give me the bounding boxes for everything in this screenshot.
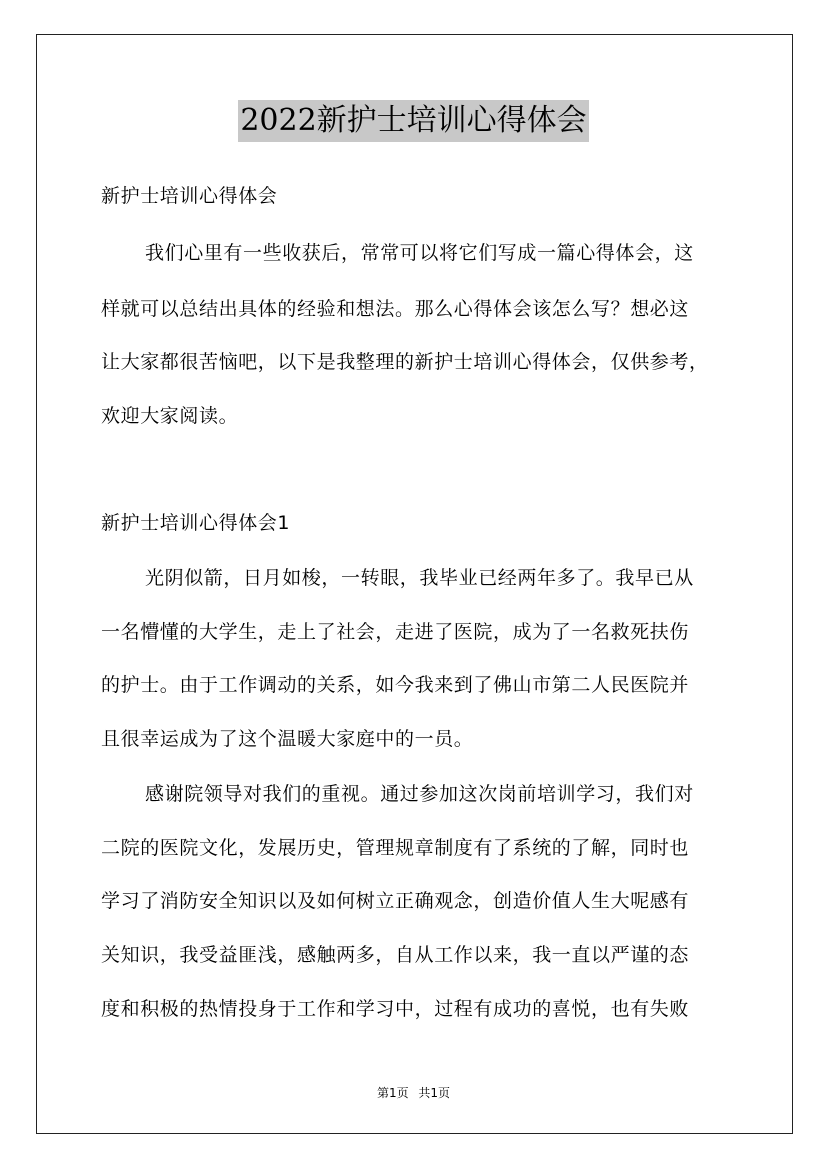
s1p2-line-1: 感谢院领导对我们的重视。通过参加这次岗前培训学习，我们对 (145, 783, 694, 805)
s1p1-line-1: 光阴似箭，日月如梭，一转眼，我毕业已经两年多了。我早已从 (145, 567, 694, 589)
s1p2-line-5: 度和积极的热情投身于工作和学习中，过程有成功的喜悦，也有失败 (101, 998, 690, 1020)
intro-line-4: 欢迎大家阅读。 (101, 405, 239, 427)
page-footer (0, 1084, 827, 1101)
intro-line-1: 我们心里有一些收获后，常常可以将它们写成一篇心得体会，这 (145, 242, 694, 264)
document-title: 2022新护士培训心得体会 (238, 100, 588, 142)
s1p2-line-2: 二院的医院文化，发展历史，管理规章制度有了系统的了解，同时也 (101, 837, 690, 859)
intro-heading: 新护士培训心得体会 (101, 185, 278, 207)
section1-heading: 新护士培训心得体会1 (101, 512, 291, 534)
s1p2-line-4: 关知识，我受益匪浅，感触两多，自从工作以来，我一直以严谨的态 (101, 944, 690, 966)
page-total: 共1页 (418, 1086, 451, 1100)
intro-line-3: 让大家都很苦恼吧，以下是我整理的新护士培训心得体会，仅供参考， (101, 351, 709, 373)
title-container (0, 100, 827, 142)
intro-line-2: 样就可以总结出具体的经验和想法。那么心得体会该怎么写？想必这 (101, 298, 690, 320)
page-number: 第1页 (376, 1086, 409, 1100)
s1p1-line-3: 的护士。由于工作调动的关系，如今我来到了佛山市第二人民医院并 (101, 674, 690, 696)
s1p1-line-4: 且很幸运成为了这个温暖大家庭中的一员。 (101, 728, 474, 750)
s1p1-line-2: 一名懵懂的大学生，走上了社会，走进了医院，成为了一名救死扶伤 (101, 621, 690, 643)
s1p2-line-3: 学习了消防安全知识以及如何树立正确观念，创造价值人生大呢感有 (101, 890, 690, 912)
